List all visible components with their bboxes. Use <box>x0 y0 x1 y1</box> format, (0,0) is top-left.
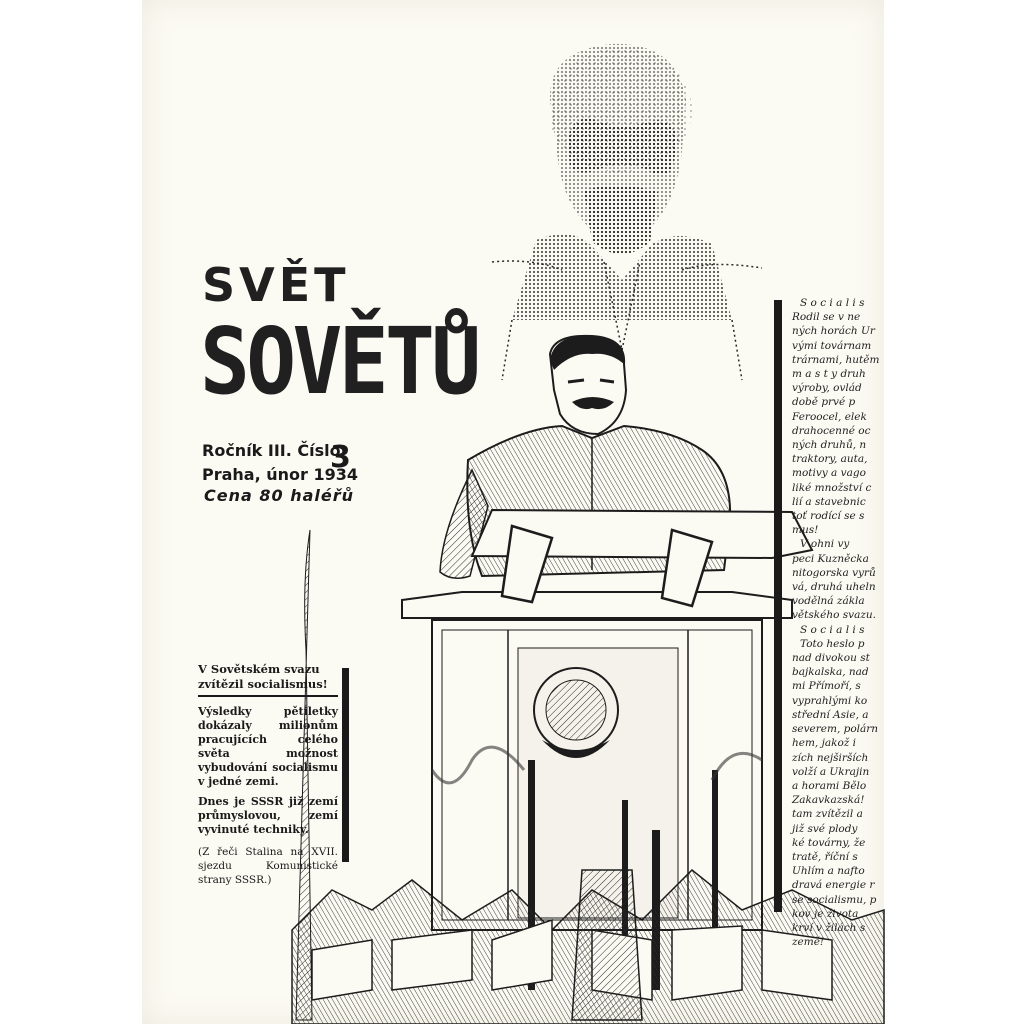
article-column-line: peci Kuzněcka <box>792 552 869 565</box>
article-column-line: mus! <box>792 524 819 537</box>
quote-heading-line-1: V Sovětském svazu <box>198 662 320 676</box>
article-column-line: Uhlím a nafto <box>792 865 865 878</box>
quote-heading-line-2: zvítězil socialismus! <box>198 677 328 691</box>
article-column-line: S o c i a l i s <box>800 623 865 636</box>
article-column-line: nad divokou st <box>792 652 870 665</box>
article-column-line: ných druhů, n <box>792 439 867 452</box>
quote-rule-bar <box>342 668 349 862</box>
article-column-line: a horami Bělo <box>792 779 867 792</box>
article-column-line: již své plody <box>792 822 858 835</box>
article-column-line: ných horách Ur <box>792 325 875 338</box>
article-column-line: mi Přímoří, s <box>792 680 861 693</box>
article-column-line: Feroocel, elek <box>792 410 867 423</box>
masthead-subtitle: SVĚT <box>202 258 350 312</box>
issue-volume-line: Ročník III. Číslo <box>202 441 341 460</box>
article-column-line: severem, polárn <box>792 723 879 736</box>
article-column-line: tratě, říční s <box>792 850 858 863</box>
article-column-line: hem, jakož i <box>792 737 857 750</box>
article-column-line: motivy a vago <box>792 467 866 480</box>
article-column-line: vyprahlými ko <box>792 694 868 707</box>
article-column-line: nitogorska vyrů <box>792 566 876 579</box>
article-column-line: vými továrnam <box>792 339 872 352</box>
article-column-line: toť rodící se s <box>792 510 865 523</box>
issue-date-line: Praha, únor 1934 <box>202 465 359 484</box>
article-column-line: větského svazu. <box>792 609 876 622</box>
stalin-quote-box <box>198 662 338 887</box>
article-column-line: Zakavkazská! <box>792 794 865 807</box>
article-column-line: m a s t y druh <box>792 368 866 381</box>
article-column-line: se socialismu, p <box>792 893 877 906</box>
quote-paragraph-1: Výsledky pětiletky dokázaly milionům pracujících celého světa možnost vybudování socialismu v jedné zemi. <box>198 705 338 788</box>
article-column-line: S o c i a l i s <box>800 297 865 309</box>
issue-number: 3 <box>330 440 351 475</box>
article-column-line: bajkalska, nad <box>792 666 869 679</box>
article-column-line: volží a Ukrajin <box>792 765 870 778</box>
issue-price: Cena 80 haléřů <box>204 486 354 505</box>
article-column-line: Toto heslo p <box>800 637 865 650</box>
article-column-line: střední Asie, a <box>792 708 869 721</box>
article-column-line: krví v žilách s <box>792 921 866 934</box>
quote-paragraph-2: Dnes je SSSR již zemí průmyslovou, zemí vyvinuté techniky. <box>198 795 338 836</box>
article-column-line: liké množství c <box>792 481 872 494</box>
quote-source: (Z řeči Stalina na XVII. sjezdu Komunistické strany SSSR.) <box>198 846 338 886</box>
magazine-cover-page <box>142 0 884 1024</box>
article-column-line: dravá energie r <box>792 879 875 892</box>
scan-left-margin <box>0 0 142 1024</box>
article-column-line: lií a stavebnic <box>792 495 866 508</box>
article-column-line: kov je života <box>792 907 859 920</box>
article-column-line: V ohni vy <box>800 538 850 551</box>
article-column-rule <box>774 300 782 912</box>
article-column-line: době prvé p <box>792 396 856 409</box>
masthead-title: SOVĚTŮ <box>200 308 478 415</box>
article-column-text <box>792 296 884 949</box>
article-column-line: tam zvítězil a <box>792 808 863 821</box>
article-column-line: výroby, ovlád <box>792 382 862 395</box>
article-column-line: země! <box>792 936 825 949</box>
article-column-line: Rodil se v ne <box>792 311 861 324</box>
article-column-line: trárnami, hutěm <box>792 353 880 366</box>
scan-right-margin <box>884 0 1024 1024</box>
article-column-line: vá, druhá uheln <box>792 581 876 594</box>
article-column-line: zích nejširších <box>792 751 869 764</box>
article-column-line: drahocenné oc <box>792 424 871 437</box>
quote-heading <box>198 662 338 697</box>
article-column-line: vodělná zákla <box>792 595 865 608</box>
article-column-line: ké továrny, že <box>792 836 866 849</box>
article-column-line: traktory, auta, <box>792 453 868 466</box>
